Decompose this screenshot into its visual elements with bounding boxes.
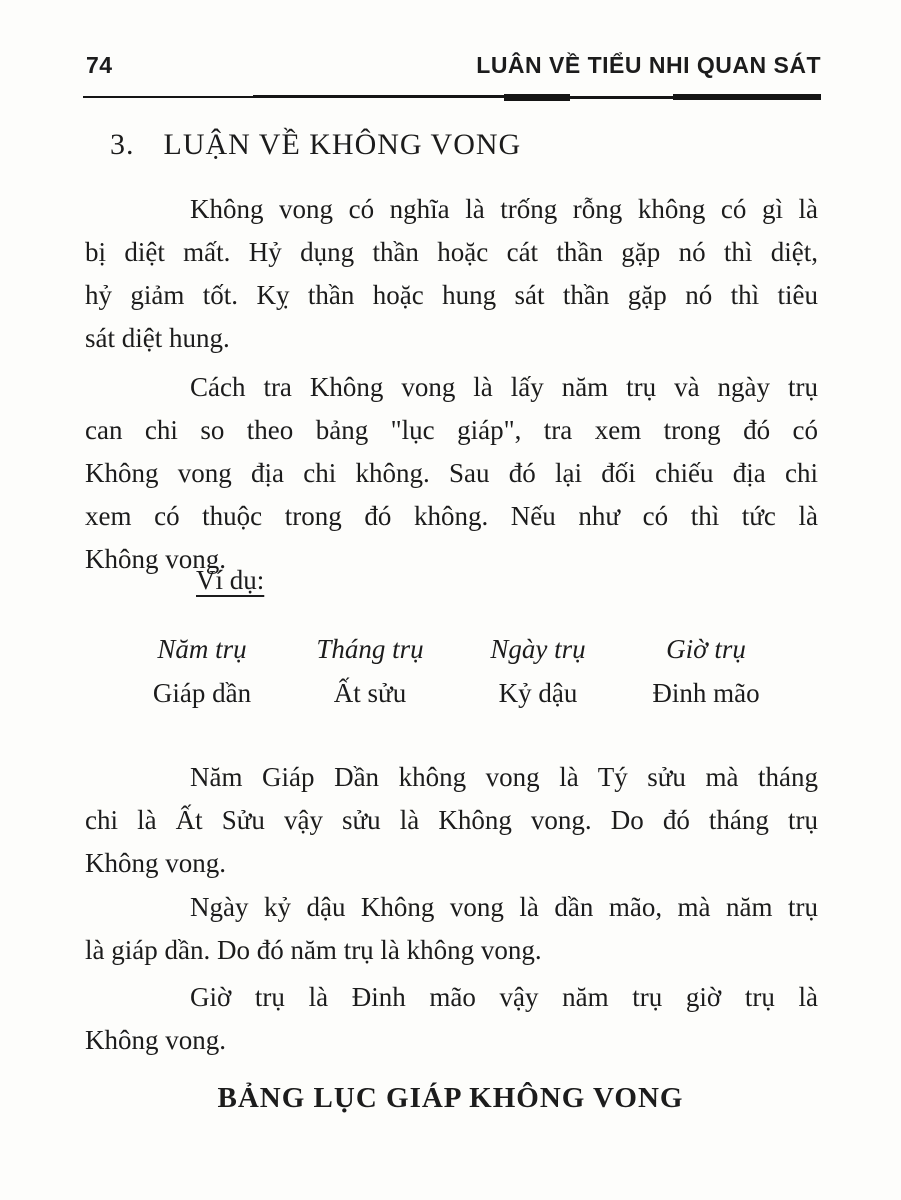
header-rule: [83, 93, 821, 102]
table-value-row: [118, 678, 790, 709]
running-header: [86, 52, 821, 79]
column-header: Năm trụ: [157, 634, 247, 664]
text-line: can chi so theo bảng "lục giáp", tra xem trong đó có: [85, 415, 818, 445]
table-cell: Kỷ dậu: [498, 678, 578, 708]
header-rule-segment: [570, 96, 688, 99]
text-line: Không vong địa chi không. Sau đó lại đối chiếu địa chi: [85, 458, 818, 488]
text-line: Không vong.: [85, 1025, 226, 1055]
header-rule-segment: [504, 94, 570, 101]
example-label: Ví dụ:: [196, 565, 265, 595]
text-line: Không vong.: [85, 848, 226, 878]
column-header: Giờ trụ: [666, 634, 746, 664]
paragraph-2: [85, 366, 818, 581]
section-number: 3.: [110, 128, 135, 161]
text-line: Giờ trụ là Đinh mão vậy năm trụ giờ trụ là: [190, 982, 818, 1012]
header-rule-segment: [673, 94, 821, 100]
text-line: chi là Ất Sửu vậy sửu là Không vong. Do đó tháng trụ: [85, 805, 818, 835]
column-header: Ngày trụ: [490, 634, 586, 664]
example-table: [118, 634, 790, 709]
running-title: LUÂN VỀ TIỂU NHI QUAN SÁT: [476, 52, 821, 78]
section-title: LUẬN VỀ KHÔNG VONG: [163, 128, 522, 161]
paragraph-5: [85, 976, 818, 1062]
table-cell: Ất sửu: [333, 678, 407, 708]
text-line: Không vong.: [85, 544, 226, 574]
text-line: Năm Giáp Dần không vong là Tý sửu mà tháng: [190, 762, 818, 792]
paragraph-4: [85, 886, 818, 972]
text-line: Ngày kỷ dậu Không vong là dần mão, mà năm trụ: [190, 892, 818, 922]
text-line: Cách tra Không vong là lấy năm trụ và ngày trụ: [190, 372, 818, 402]
paragraph-1: [85, 188, 818, 360]
text-line: là giáp dần. Do đó năm trụ là không vong.: [85, 935, 542, 965]
section-heading: [110, 128, 521, 162]
text-line: xem có thuộc trong đó không. Nếu như có thì tức là: [85, 501, 818, 531]
text-line: bị diệt mất. Hỷ dụng thần hoặc cát thần gặp nó thì diệt,: [85, 237, 818, 267]
text-line: sát diệt hung.: [85, 323, 230, 353]
text-line: Không vong có nghĩa là trống rỗng không có gì là: [190, 194, 818, 224]
text-line: hỷ giảm tốt. Kỵ thần hoặc hung sát thần gặp nó thì tiêu: [85, 280, 818, 310]
page-number: 74: [86, 52, 113, 78]
column-header: Tháng trụ: [316, 634, 424, 664]
table-section-heading: BẢNG LỤC GIÁP KHÔNG VONG: [217, 1082, 684, 1114]
table-cell: Giáp dần: [152, 678, 252, 708]
table-cell: Đinh mão: [652, 678, 760, 708]
paragraph-3: [85, 756, 818, 885]
table-header-row: [118, 634, 790, 665]
